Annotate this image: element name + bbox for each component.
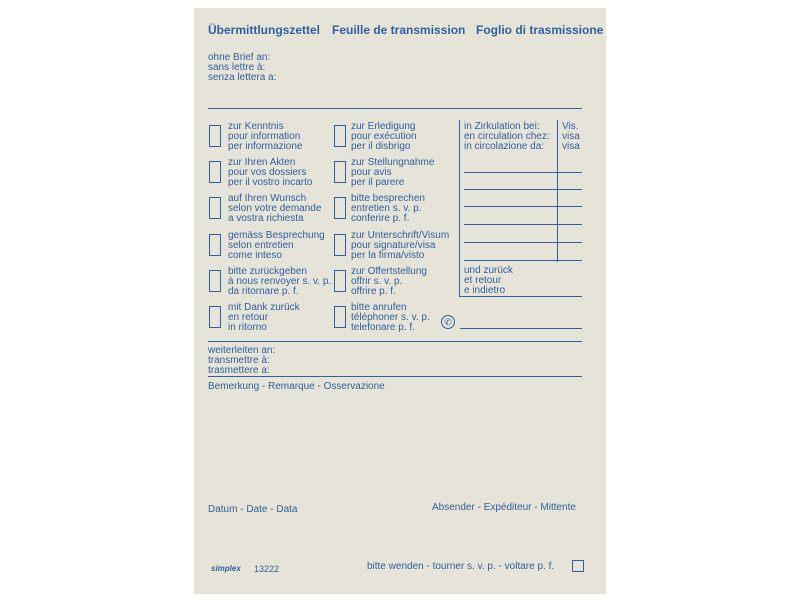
recipient-line xyxy=(208,108,582,109)
title-it: Foglio di trasmissione xyxy=(476,23,604,37)
checkbox-dank[interactable] xyxy=(209,306,221,328)
option-zurueckgeben: bitte zurückgeben à nous renvoyer s. v. p. da ritornare p. f. xyxy=(228,266,332,297)
remark-label: Bemerkung - Remarque - Osservazione xyxy=(208,381,385,392)
option-stellungnahme: zur Stellungnahme pour avis per il parere xyxy=(351,157,435,188)
circulation-label: in Zirkulation bei: en circulation chez: in circolazione da: xyxy=(464,121,550,152)
circulation-line-4 xyxy=(464,224,582,225)
checkbox-unterschrift[interactable] xyxy=(334,234,346,256)
circulation-left-border xyxy=(459,120,460,296)
title-fr: Feuille de transmission xyxy=(332,23,466,37)
return-label: und zurück et retour e indietro xyxy=(464,265,513,296)
circulation-line-3 xyxy=(464,206,582,207)
checkbox-zurueckgeben[interactable] xyxy=(209,270,221,292)
forward-label: weiterleiten an: transmettre à: trasmettere a: xyxy=(208,345,276,376)
option-unterschrift: zur Unterschrift/Visum pour signature/visa per la firma/visto xyxy=(351,230,450,261)
title-de: Übermittlungszettel xyxy=(208,23,321,37)
checkbox-besprechen[interactable] xyxy=(334,197,346,219)
circulation-line-5 xyxy=(464,242,582,243)
forward-line xyxy=(208,376,582,377)
option-erledigung: zur Erledigung pour exécution per il disbrigo xyxy=(351,121,417,152)
recipient-label-it: senza lettera a: xyxy=(208,71,277,83)
checkbox-kenntnis[interactable] xyxy=(209,125,221,147)
circulation-line-1 xyxy=(464,172,582,173)
option-wunsch: auf Ihren Wunsch selon votre demande a vostra richiesta xyxy=(228,193,322,224)
checkbox-erledigung[interactable] xyxy=(334,125,346,147)
circulation-line-6 xyxy=(464,260,582,261)
option-anrufen: bitte anrufen téléphoner s. v. p. telefonare p. f. xyxy=(351,302,430,333)
circulation-line-2 xyxy=(464,189,582,190)
checkbox-akten[interactable] xyxy=(209,161,221,183)
code: 13222 xyxy=(254,564,280,574)
checkbox-anrufen[interactable] xyxy=(334,306,346,328)
sender-label: Absender - Expéditeur - Mittente xyxy=(432,502,576,513)
checkbox-offertstellung[interactable] xyxy=(334,270,346,292)
option-dank: mit Dank zurück en retour in ritorno xyxy=(228,302,300,333)
option-besprechung: gemäss Besprechung selon entretien come inteso xyxy=(228,230,325,261)
forward-top-line xyxy=(208,341,582,342)
circulation-vis-divider xyxy=(557,120,558,262)
date-label: Datum - Date - Data xyxy=(208,504,298,515)
phone-number-line xyxy=(460,328,582,329)
checkbox-wunsch[interactable] xyxy=(209,197,221,219)
option-offertstellung: zur Offertstellung offrir s. v. p. offrire p. f. xyxy=(351,266,427,297)
option-besprechen: bitte besprechen entretien s. v. p. conferire p. f. xyxy=(351,193,425,224)
vis-label: Vis. visa visa xyxy=(562,121,580,152)
turn-over-label: bitte wenden - tourner s. v. p. - voltare p. f. xyxy=(367,561,555,572)
recipient-label xyxy=(208,53,276,82)
checkbox-stellungnahme[interactable] xyxy=(334,161,346,183)
circulation-bottom-line xyxy=(459,296,582,297)
checkbox-besprechung[interactable] xyxy=(209,234,221,256)
phone-icon: ✆ xyxy=(441,315,455,329)
transmission-slip xyxy=(194,8,606,594)
option-akten: zur Ihren Akten pour vos dossiers per il vostro incarto xyxy=(228,157,313,188)
recipient-label-fr: sans lettre à: xyxy=(208,61,266,73)
turn-over-checkbox[interactable] xyxy=(572,560,584,572)
recipient-label-de: ohne Brief an: xyxy=(208,52,271,63)
simplex-logo: simplex xyxy=(211,564,241,573)
option-kenntnis: zur Kenntnis pour information per informazione xyxy=(228,121,303,152)
